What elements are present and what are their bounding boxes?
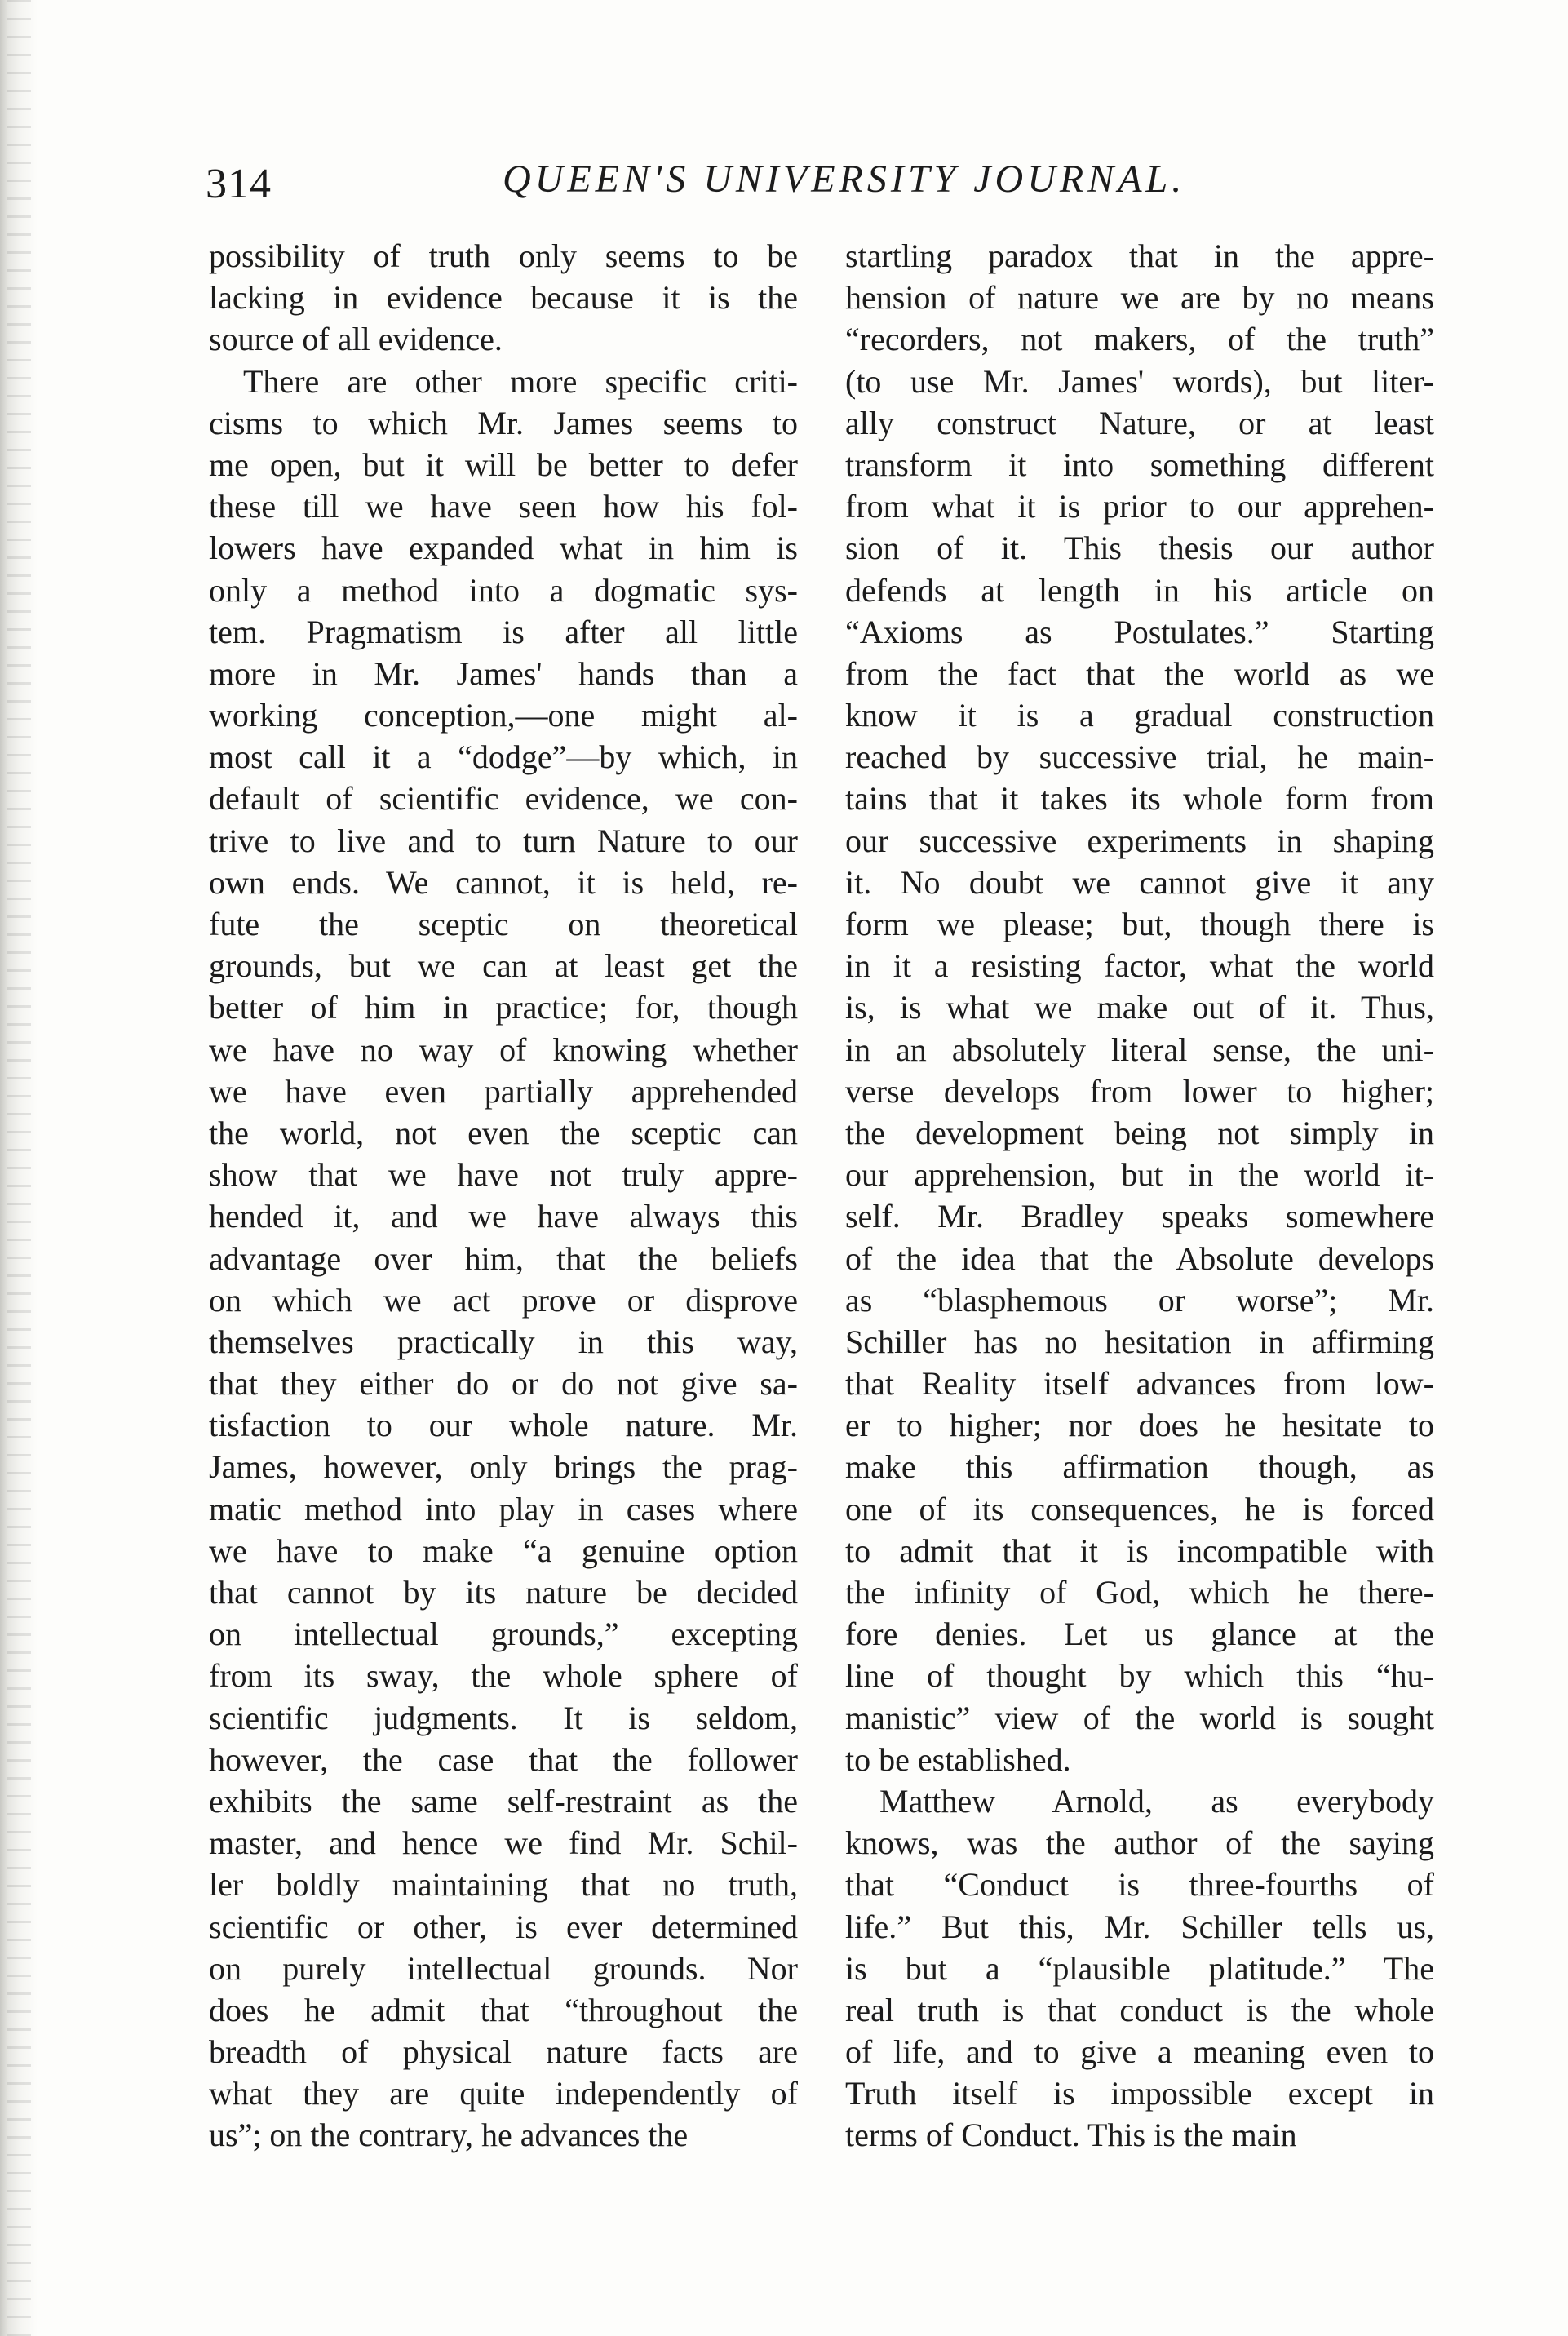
text-line: that cannot by its nature be decided [209, 1574, 798, 1611]
text-line: reached by successive trial, he main- [845, 738, 1434, 776]
text-line: themselves practically in this way, [209, 1323, 798, 1360]
text-line: of the idea that the Absolute develops [845, 1239, 1434, 1277]
text-line: startling paradox that in the appre- [845, 237, 1434, 274]
text-line: to be established. [845, 1740, 1071, 1778]
text-line: fore denies. Let us glance at the [845, 1616, 1434, 1653]
text-line: James, however, only brings the prag- [209, 1448, 798, 1486]
text-line: however, the case that the follower [209, 1740, 798, 1778]
text-line: scientific or other, is ever determined [209, 1908, 798, 1945]
text-line: these till we have seen how his fol- [209, 488, 798, 525]
text-line: the world, not even the sceptic can [209, 1114, 798, 1151]
text-line: scientific judgments. It is seldom, [209, 1699, 798, 1736]
text-line: self. Mr. Bradley speaks somewhere [845, 1198, 1434, 1235]
text-line: form we please; but, though there is [845, 906, 1434, 942]
text-line: trive to live and to turn Nature to our [209, 822, 798, 859]
text-line: life.” But this, Mr. Schiller tells us, [845, 1908, 1434, 1945]
text-line: advantage over him, that the beliefs [209, 1239, 798, 1277]
text-line: Truth itself is impossible except in [845, 2075, 1434, 2112]
text-line: better of him in practice; for, though [209, 989, 798, 1026]
text-line: our apprehension, but in the world it- [845, 1156, 1434, 1194]
text-line: we have no way of knowing whether [209, 1031, 798, 1068]
text-line: hension of nature we are by no means [845, 279, 1434, 317]
left-text-column [209, 235, 798, 2156]
text-line: we have even partially apprehended [209, 1072, 798, 1110]
text-line: sion of it. This thesis our author [845, 530, 1434, 567]
text-line: There are other more specific criti- [243, 362, 798, 400]
text-line: that Reality itself advances from low- [845, 1365, 1434, 1403]
text-line: Schiller has no hesitation in affirming [845, 1323, 1434, 1360]
text-line: is, is what we make out of it. Thus, [845, 989, 1434, 1026]
text-line: that they either do or do not give sa- [209, 1365, 798, 1403]
text-line: knows, was the author of the saying [845, 1824, 1434, 1862]
text-line: hended it, and we have always this [209, 1198, 798, 1235]
text-line: us”; on the contrary, he advances the [209, 2117, 689, 2154]
text-line: more in Mr. James' hands than a [209, 654, 798, 692]
text-line: terms of Conduct. This is the main [845, 2117, 1297, 2154]
page-number: 314 [206, 161, 272, 207]
text-line: know it is a gradual construction [845, 697, 1434, 734]
text-line: grounds, but we can at least get the [209, 947, 798, 985]
text-line: on intellectual grounds,” excepting [209, 1616, 798, 1653]
text-line: default of scientific evidence, we con- [209, 780, 798, 818]
text-line: me open, but it will be better to defer [209, 445, 798, 483]
text-line: one of its consequences, he is forced [845, 1490, 1434, 1527]
text-line: we have to make “a genuine option [209, 1531, 798, 1569]
text-line: defends at length in his article on [845, 571, 1434, 609]
text-line: transform it into something different [845, 445, 1434, 483]
text-line: on which we act prove or disprove [209, 1281, 798, 1319]
text-line: on purely intellectual grounds. Nor [209, 1949, 798, 1987]
text-line: from the fact that the world as we [845, 654, 1434, 692]
text-line: manistic” view of the world is sought [845, 1699, 1434, 1736]
text-line: “recorders, not makers, of the truth” [845, 321, 1434, 358]
text-line: matic method into play in cases where [209, 1490, 798, 1527]
text-line: verse develops from lower to higher; [845, 1072, 1434, 1110]
text-line: exhibits the same self-restraint as the [209, 1782, 798, 1820]
running-title: QUEEN'S UNIVERSITY JOURNAL. [503, 157, 1186, 201]
text-line: tisfaction to our whole nature. Mr. [209, 1407, 798, 1444]
text-line: own ends. We cannot, it is held, re- [209, 863, 798, 901]
text-line: the infinity of God, which he there- [845, 1574, 1434, 1611]
text-line: as “blasphemous or worse”; Mr. [845, 1281, 1434, 1319]
text-line: ally construct Nature, or at least [845, 404, 1434, 441]
text-line: only a method into a dogmatic sys- [209, 571, 798, 609]
text-line: lowers have expanded what in him is [209, 530, 798, 567]
text-line: fute the sceptic on theoretical [209, 906, 798, 942]
text-line: of life, and to give a meaning even to [845, 2033, 1434, 2071]
text-line: make this affirmation though, as [845, 1448, 1434, 1486]
text-line: our successive experiments in shaping [845, 822, 1434, 859]
text-line: from its sway, the whole sphere of [209, 1657, 798, 1695]
text-line: “Axioms as Postulates.” Starting [845, 613, 1434, 650]
text-line: in it a resisting factor, what the world [845, 947, 1434, 985]
text-line: most call it a “dodge”—by which, in [209, 738, 798, 776]
text-line: it. No doubt we cannot give it any [845, 863, 1434, 901]
text-line: in an absolutely literal sense, the uni- [845, 1031, 1434, 1068]
text-line: the development being not simply in [845, 1114, 1434, 1151]
text-line: possibility of truth only seems to be [209, 237, 798, 274]
text-line: ler boldly maintaining that no truth, [209, 1866, 798, 1904]
text-line: er to higher; nor does he hesitate to [845, 1407, 1434, 1444]
text-line: tem. Pragmatism is after all little [209, 613, 798, 650]
scan-edge-texture [7, 0, 31, 2336]
text-line: from what it is prior to our apprehen- [845, 488, 1434, 525]
text-line: Matthew Arnold, as everybody [879, 1782, 1434, 1820]
text-line: does he admit that “throughout the [209, 1991, 798, 2028]
text-line: breadth of physical nature facts are [209, 2033, 798, 2071]
right-text-column [845, 235, 1434, 2156]
text-line: cisms to which Mr. James seems to [209, 404, 798, 441]
text-line: show that we have not truly appre- [209, 1156, 798, 1194]
text-line: master, and hence we find Mr. Schil- [209, 1824, 798, 1862]
text-line: real truth is that conduct is the whole [845, 1991, 1434, 2028]
text-line: to admit that it is incompatible with [845, 1531, 1434, 1569]
text-line: working conception,—one might al- [209, 697, 798, 734]
text-line: lacking in evidence because it is the [209, 279, 798, 317]
text-line: is but a “plausible platitude.” The [845, 1949, 1434, 1987]
text-line: that “Conduct is three-fourths of [845, 1866, 1434, 1904]
text-line: (to use Mr. James' words), but liter- [845, 362, 1434, 400]
text-line: tains that it takes its whole form from [845, 780, 1434, 818]
text-line: what they are quite independently of [209, 2075, 798, 2112]
text-line: line of thought by which this “hu- [845, 1657, 1434, 1695]
text-line: source of all evidence. [209, 321, 503, 358]
